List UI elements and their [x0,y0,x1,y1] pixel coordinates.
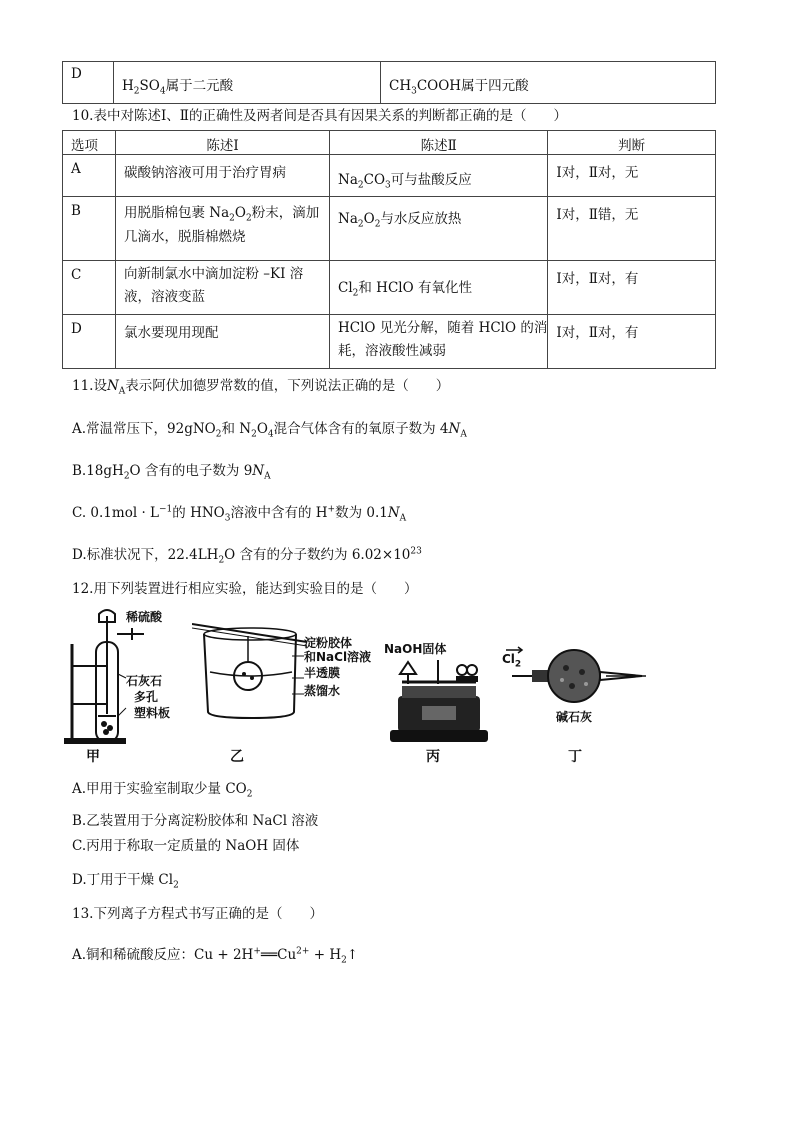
apparatus-yi [192,612,372,742]
table-row: D 氯水要现用现配 HClO 见光分解，随着 HClO 的消 耗，溶液酸性减弱 Ⅰ对，Ⅱ对，有 [63,315,716,369]
caption-bing: 丙 [426,749,440,765]
q11-option-c: C. $0.1mol \cdot L^{-1}$的 $HNO_3$溶液中含有的 H+数为 $0.1N_A$ [72,504,407,524]
q13-stem: 13.下列离子方程式书写正确的是（ ） [72,906,323,922]
drying-tube-icon [502,646,652,716]
label-colloid-1: 淀粉胶体 [304,636,353,650]
q11-option-a: A.常温常压下，92gNO$_2$和 $N_2O_4$混合气体含有的氧原子数为 $4N_A$ [72,421,467,440]
label-membrane: 半透膜 [304,666,341,680]
q10-table [62,130,716,369]
q10-stem: 10.表中对陈述Ⅰ、Ⅱ的正确性及两者间是否具有因果关系的判断都正确的是（ ） [72,108,567,124]
table-row: B 用脱脂棉包裹 $Na_2O_2$粉末，滴加 几滴水，脱脂棉燃烧 $Na_2O_2$与水反应放热 Ⅰ对，Ⅱ错，无 [63,197,716,261]
label-water: 蒸馏水 [304,684,341,698]
label-plate-2: 塑料板 [134,706,171,720]
label-cl2: $Cl_2$ [502,652,522,670]
header-stmt2: 陈述Ⅱ [330,131,548,155]
caption-yi: 乙 [230,749,244,765]
dialysis-beaker-icon [192,612,367,742]
apparatus-jia [62,604,202,764]
q11-option-d: D.标准状况下，$22.4LH_2O$ 含有的分子数约为 $6.02\times 10^{23}$ [72,546,422,566]
header-judge: 判断 [548,131,716,155]
q11-stem: 11.设$N_A$表示阿伏加德罗常数的值，下列说法正确的是（ ） [72,378,450,397]
q12-stem: 12.用下列装置进行相应实验，能达到实验目的是（ ） [72,581,418,597]
apparatus-ding [502,646,652,746]
label-acid: 稀硫酸 [126,610,163,624]
label-limestone: 石灰石 [126,674,163,688]
statement-2: $CH_3COOH$属于四元酸 [381,62,716,104]
caption-ding: 丁 [568,749,582,765]
header-stmt1: 陈述Ⅰ [116,131,330,155]
q12-option-b: B.乙装置用于分离淀粉胶体和 NaCl 溶液 [72,813,319,829]
label-plate-1: 多孔 [134,690,159,704]
label-naoh: NaOH固体 [384,642,447,656]
caption-jia: 甲 [86,749,100,765]
q12-option-c: C.丙用于称取一定质量的 NaOH 固体 [72,838,300,854]
header-option: 选项 [63,131,116,155]
q12-option-a: A.甲用于实验室制取少量 $CO_2$ [72,781,253,800]
q12-option-d: D.丁用于干燥 $Cl_2$ [72,872,179,891]
q13-option-a: A.铜和稀硫酸反应：$Cu + 2H^+══Cu^{2+}$ + $H_2↑$ [72,946,359,966]
label-colloid-2: 和NaCl溶液 [304,650,372,664]
statement-1: $H_2SO_4$属于二元酸 [114,62,381,104]
q9-table-tail [62,61,716,104]
label-soda-lime: 碱石灰 [556,710,593,724]
q11-option-b: $B.18gH_2O$ 含有的电子数为 $9N_A$ [72,463,271,482]
table-row: C 向新制氯水中滴加淀粉 –KI 溶 液，溶液变蓝 $Cl_2$和 HClO 有氧化性 Ⅰ对，Ⅱ对，有 [63,261,716,315]
apparatus-bing [382,640,502,745]
row-label: D [63,62,114,104]
table-row: A 碳酸钠溶液可用于治疗胃病 $Na_2CO_3$可与盐酸反应 Ⅰ对，Ⅱ对，无 [63,155,716,197]
